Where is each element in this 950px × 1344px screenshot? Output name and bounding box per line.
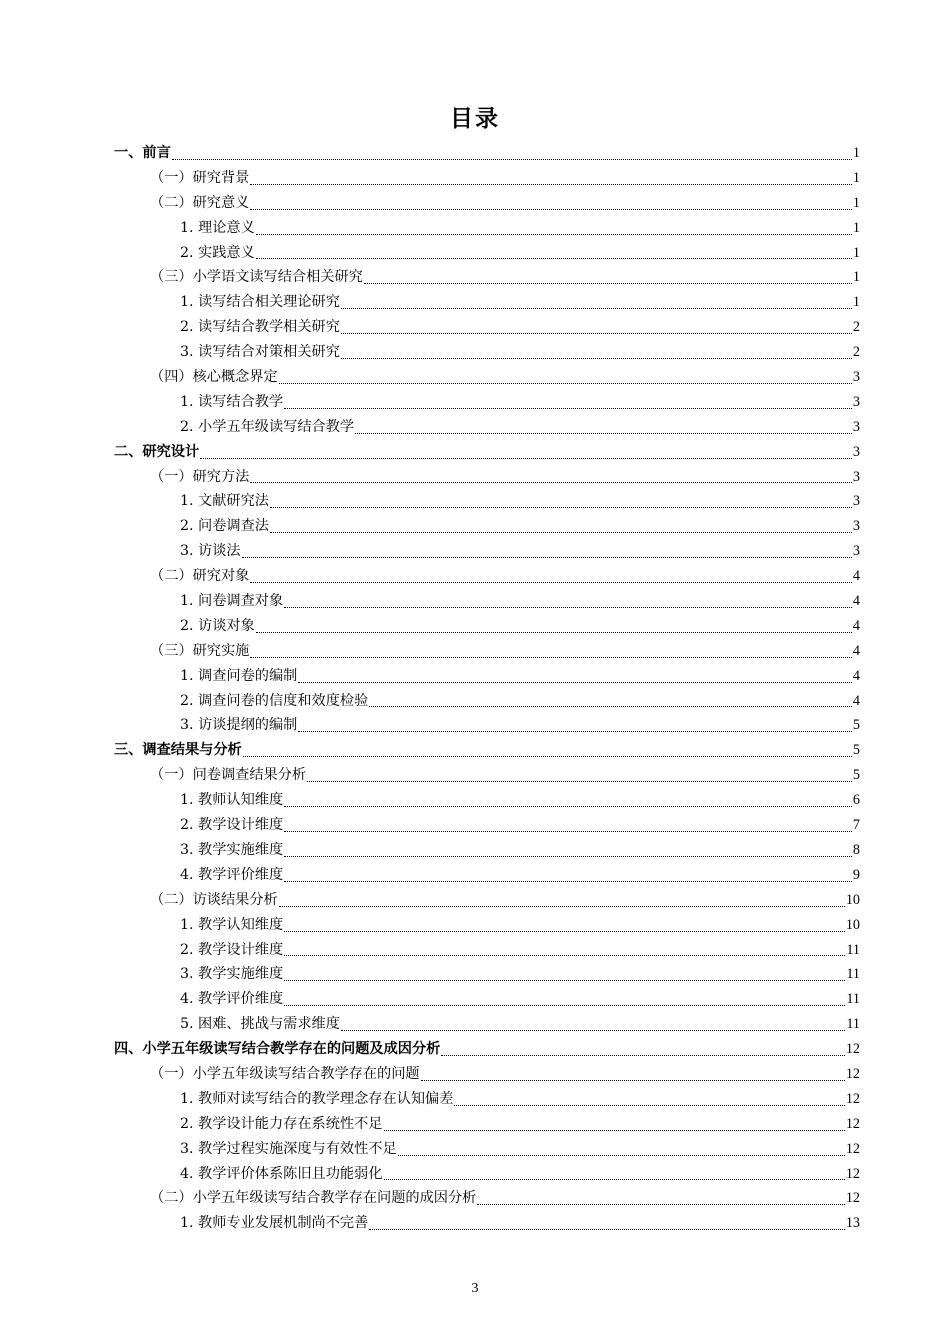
toc-leader-dots — [384, 1112, 845, 1137]
toc-entry-label: 3. 教学过程实施深度与有效性不足 — [180, 1140, 397, 1157]
toc-entry-page: 2 — [852, 344, 860, 361]
toc-entry-page: 13 — [845, 1215, 860, 1232]
toc-entry[interactable] — [114, 1162, 860, 1187]
toc-entry-label: 1. 教师专业发展机制尚不完善 — [180, 1215, 369, 1232]
toc-leader-dots — [384, 1162, 845, 1187]
toc-leader-dots — [284, 962, 845, 987]
toc-entry-page: 11 — [846, 966, 860, 983]
toc-leader-dots — [454, 1087, 844, 1112]
toc-entry-label: 2. 访谈对象 — [180, 617, 255, 634]
toc-entry-page: 3 — [852, 393, 860, 410]
toc-entry-label: （四）核心概念界定 — [150, 369, 278, 386]
toc-leader-dots — [250, 166, 852, 191]
toc-leader-dots — [355, 415, 852, 440]
toc-entry-page: 3 — [852, 468, 860, 485]
toc-leader-dots — [284, 390, 852, 415]
toc-entry-page: 6 — [852, 792, 860, 809]
toc-entry-label: （一）小学五年级读写结合教学存在的问题 — [150, 1065, 420, 1082]
toc-entry-page: 12 — [845, 1140, 860, 1157]
toc-entry[interactable] — [114, 938, 860, 963]
toc-entry[interactable] — [114, 564, 860, 589]
toc-entry-label: 三、调查结果与分析 — [114, 742, 242, 759]
toc-leader-dots — [477, 1186, 844, 1211]
toc-entry-page: 8 — [852, 841, 860, 858]
toc-entry-page: 11 — [846, 1016, 860, 1033]
toc-leader-dots — [369, 1211, 845, 1236]
toc-leader-dots — [421, 1062, 845, 1087]
toc-entry[interactable] — [114, 1037, 860, 1062]
toc-entry-page: 1 — [852, 145, 860, 161]
toc-leader-dots — [341, 1012, 845, 1037]
toc-entry[interactable] — [114, 738, 860, 763]
toc-entry[interactable] — [114, 315, 860, 340]
toc-entry-label: 2. 读写结合教学相关研究 — [180, 319, 340, 336]
toc-leader-dots — [284, 838, 852, 863]
toc-entry-label: 3. 访谈法 — [180, 543, 241, 560]
toc-entry[interactable] — [114, 340, 860, 365]
toc-entry[interactable] — [114, 713, 860, 738]
toc-entry-label: 5. 困难、挑战与需求维度 — [180, 1016, 340, 1033]
toc-entry-label: 一、前言 — [114, 145, 171, 161]
toc-entry[interactable] — [114, 1087, 860, 1112]
toc-leader-dots — [284, 788, 852, 813]
toc-entry-label: 3. 读写结合对策相关研究 — [180, 344, 340, 361]
toc-entry-page: 12 — [845, 1165, 860, 1182]
toc-entry[interactable] — [114, 589, 860, 614]
toc-entry[interactable] — [114, 539, 860, 564]
toc-entry-page: 10 — [845, 891, 860, 908]
toc-entry-label: 2. 教学设计维度 — [180, 817, 284, 834]
toc-entry[interactable] — [114, 415, 860, 440]
toc-entry[interactable] — [114, 1211, 860, 1236]
toc-leader-dots — [307, 763, 852, 788]
toc-entry-page: 5 — [852, 767, 860, 784]
toc-entry-page: 4 — [852, 667, 860, 684]
toc-entry-label: 4. 教学评价维度 — [180, 866, 284, 883]
toc-entry[interactable] — [114, 888, 860, 913]
toc-entry[interactable] — [114, 1137, 860, 1162]
toc-leader-dots — [270, 489, 852, 514]
page-number: 3 — [471, 1281, 479, 1296]
toc-entry-label: 1. 理论意义 — [180, 219, 255, 236]
toc-leader-dots — [441, 1037, 844, 1062]
toc-entry-page: 1 — [852, 169, 860, 186]
toc-entry-page: 7 — [852, 817, 860, 834]
toc-entry-label: 2. 教学设计维度 — [180, 941, 284, 958]
toc-leader-dots — [243, 738, 852, 763]
toc-entry-page: 10 — [845, 916, 860, 933]
toc-leader-dots — [284, 938, 845, 963]
toc-entry[interactable] — [114, 440, 860, 465]
toc-leader-dots — [284, 813, 852, 838]
toc-entry[interactable] — [114, 216, 860, 241]
toc-entry-label: （一）研究方法 — [150, 468, 250, 485]
toc-entry[interactable] — [114, 1062, 860, 1087]
toc-entry[interactable] — [114, 1186, 860, 1211]
toc-leader-dots — [398, 1137, 845, 1162]
toc-leader-dots — [242, 539, 852, 564]
toc-entry-label: （三）小学语文读写结合相关研究 — [150, 269, 363, 286]
toc-entry-page: 12 — [845, 1115, 860, 1132]
toc-entry-label: 四、小学五年级读写结合教学存在的问题及成因分析 — [114, 1041, 441, 1058]
toc-entry-label: 3. 访谈提纲的编制 — [180, 717, 298, 734]
toc-leader-dots — [250, 639, 852, 664]
toc-entry[interactable] — [114, 191, 860, 216]
toc-leader-dots — [256, 216, 852, 241]
toc-entry-label: （三）研究实施 — [150, 642, 250, 659]
toc-entry-page: 3 — [852, 518, 860, 535]
toc-entry-page: 12 — [845, 1041, 860, 1058]
toc-entry[interactable] — [114, 763, 860, 788]
toc-entry-label: （二）研究对象 — [150, 568, 250, 585]
toc-leader-dots — [284, 987, 845, 1012]
toc-entry-label: 2. 教学设计能力存在系统性不足 — [180, 1115, 383, 1132]
toc-entry[interactable] — [114, 838, 860, 863]
toc-entry-label: 4. 教学评价维度 — [180, 991, 284, 1008]
toc-leader-dots — [364, 265, 852, 290]
toc-entry[interactable] — [114, 290, 860, 315]
toc-entry-label: 2. 调查问卷的信度和效度检验 — [180, 692, 369, 709]
toc-entry-label: （二）研究意义 — [150, 194, 250, 211]
toc-entry[interactable] — [114, 639, 860, 664]
toc-entry[interactable] — [114, 265, 860, 290]
toc-entry-label: 1. 读写结合相关理论研究 — [180, 294, 340, 311]
toc-entry-page: 9 — [852, 866, 860, 883]
toc-entry-label: 1. 教学认知维度 — [180, 916, 284, 933]
toc-leader-dots — [341, 290, 852, 315]
toc-leader-dots — [341, 315, 852, 340]
toc-leader-dots — [284, 913, 845, 938]
toc-leader-dots — [256, 241, 852, 266]
toc-entry[interactable] — [114, 166, 860, 191]
toc-entry-page: 3 — [852, 369, 860, 386]
toc-entry-label: 1. 教师认知维度 — [180, 792, 284, 809]
toc-entry-page: 12 — [845, 1090, 860, 1107]
toc-entry[interactable] — [114, 689, 860, 714]
toc-entry[interactable] — [114, 863, 860, 888]
toc-entry-label: 2. 实践意义 — [180, 244, 255, 261]
toc-entry-page: 4 — [852, 568, 860, 585]
toc-entry-label: 1. 教师对读写结合的教学理念存在认知偏差 — [180, 1090, 454, 1107]
table-of-contents — [114, 141, 860, 1236]
toc-entry-page: 1 — [852, 219, 860, 236]
toc-leader-dots — [279, 365, 852, 390]
toc-entry-page: 5 — [852, 717, 860, 734]
toc-entry[interactable] — [114, 664, 860, 689]
toc-leader-dots — [298, 713, 852, 738]
toc-entry[interactable] — [114, 1012, 860, 1037]
toc-leader-dots — [250, 564, 852, 589]
toc-entry-page: 3 — [852, 418, 860, 435]
toc-entry-page: 4 — [852, 692, 860, 709]
toc-entry-label: 3. 教学实施维度 — [180, 841, 284, 858]
toc-entry-label: 二、研究设计 — [114, 443, 200, 460]
toc-entry[interactable] — [114, 813, 860, 838]
toc-leader-dots — [172, 141, 852, 166]
toc-entry-page: 3 — [852, 543, 860, 560]
toc-entry-label: 1. 文献研究法 — [180, 493, 269, 510]
toc-entry-page: 3 — [852, 443, 860, 460]
toc-entry[interactable] — [114, 514, 860, 539]
toc-entry-label: 1. 读写结合教学 — [180, 393, 284, 410]
toc-entry-page: 12 — [845, 1190, 860, 1207]
toc-entry-page: 4 — [852, 617, 860, 634]
toc-entry-page: 12 — [845, 1065, 860, 1082]
toc-entry-label: （一）研究背景 — [150, 169, 250, 186]
toc-leader-dots — [200, 440, 852, 465]
toc-entry-page: 1 — [852, 294, 860, 311]
toc-entry[interactable] — [114, 962, 860, 987]
toc-leader-dots — [256, 614, 852, 639]
toc-entry-page: 11 — [846, 991, 860, 1008]
toc-entry-label: 2. 问卷调查法 — [180, 518, 269, 535]
toc-entry[interactable] — [114, 465, 860, 490]
toc-leader-dots — [284, 863, 852, 888]
toc-entry-page: 5 — [852, 742, 860, 759]
toc-leader-dots — [250, 191, 852, 216]
toc-entry[interactable] — [114, 141, 860, 166]
toc-entry-label: 4. 教学评价体系陈旧且功能弱化 — [180, 1165, 383, 1182]
toc-entry[interactable] — [114, 614, 860, 639]
toc-entry-page: 3 — [852, 493, 860, 510]
toc-entry-page: 11 — [846, 941, 860, 958]
toc-entry-page: 1 — [852, 244, 860, 261]
toc-entry-page: 1 — [852, 269, 860, 286]
toc-leader-dots — [298, 664, 852, 689]
toc-entry-label: 1. 调查问卷的编制 — [180, 667, 298, 684]
toc-entry-page: 2 — [852, 319, 860, 336]
toc-leader-dots — [369, 689, 852, 714]
toc-leader-dots — [270, 514, 852, 539]
toc-entry[interactable] — [114, 390, 860, 415]
toc-entry[interactable] — [114, 913, 860, 938]
toc-leader-dots — [250, 465, 852, 490]
toc-entry-label: 2. 小学五年级读写结合教学 — [180, 418, 355, 435]
toc-leader-dots — [284, 589, 852, 614]
toc-entry-label: 3. 教学实施维度 — [180, 966, 284, 983]
toc-entry-label: 1. 问卷调查对象 — [180, 593, 284, 610]
toc-entry[interactable] — [114, 241, 860, 266]
toc-leader-dots — [341, 340, 852, 365]
toc-entry[interactable] — [114, 788, 860, 813]
toc-entry-label: （二）小学五年级读写结合教学存在问题的成因分析 — [150, 1190, 477, 1207]
toc-title: 目录 — [450, 106, 500, 132]
toc-entry[interactable] — [114, 365, 860, 390]
toc-entry[interactable] — [114, 1112, 860, 1137]
toc-entry-page: 1 — [852, 194, 860, 211]
toc-leader-dots — [279, 888, 845, 913]
toc-entry[interactable] — [114, 987, 860, 1012]
toc-entry[interactable] — [114, 489, 860, 514]
toc-entry-page: 4 — [852, 642, 860, 659]
toc-entry-page: 4 — [852, 593, 860, 610]
toc-entry-label: （一）问卷调查结果分析 — [150, 767, 307, 784]
toc-entry-label: （二）访谈结果分析 — [150, 891, 278, 908]
